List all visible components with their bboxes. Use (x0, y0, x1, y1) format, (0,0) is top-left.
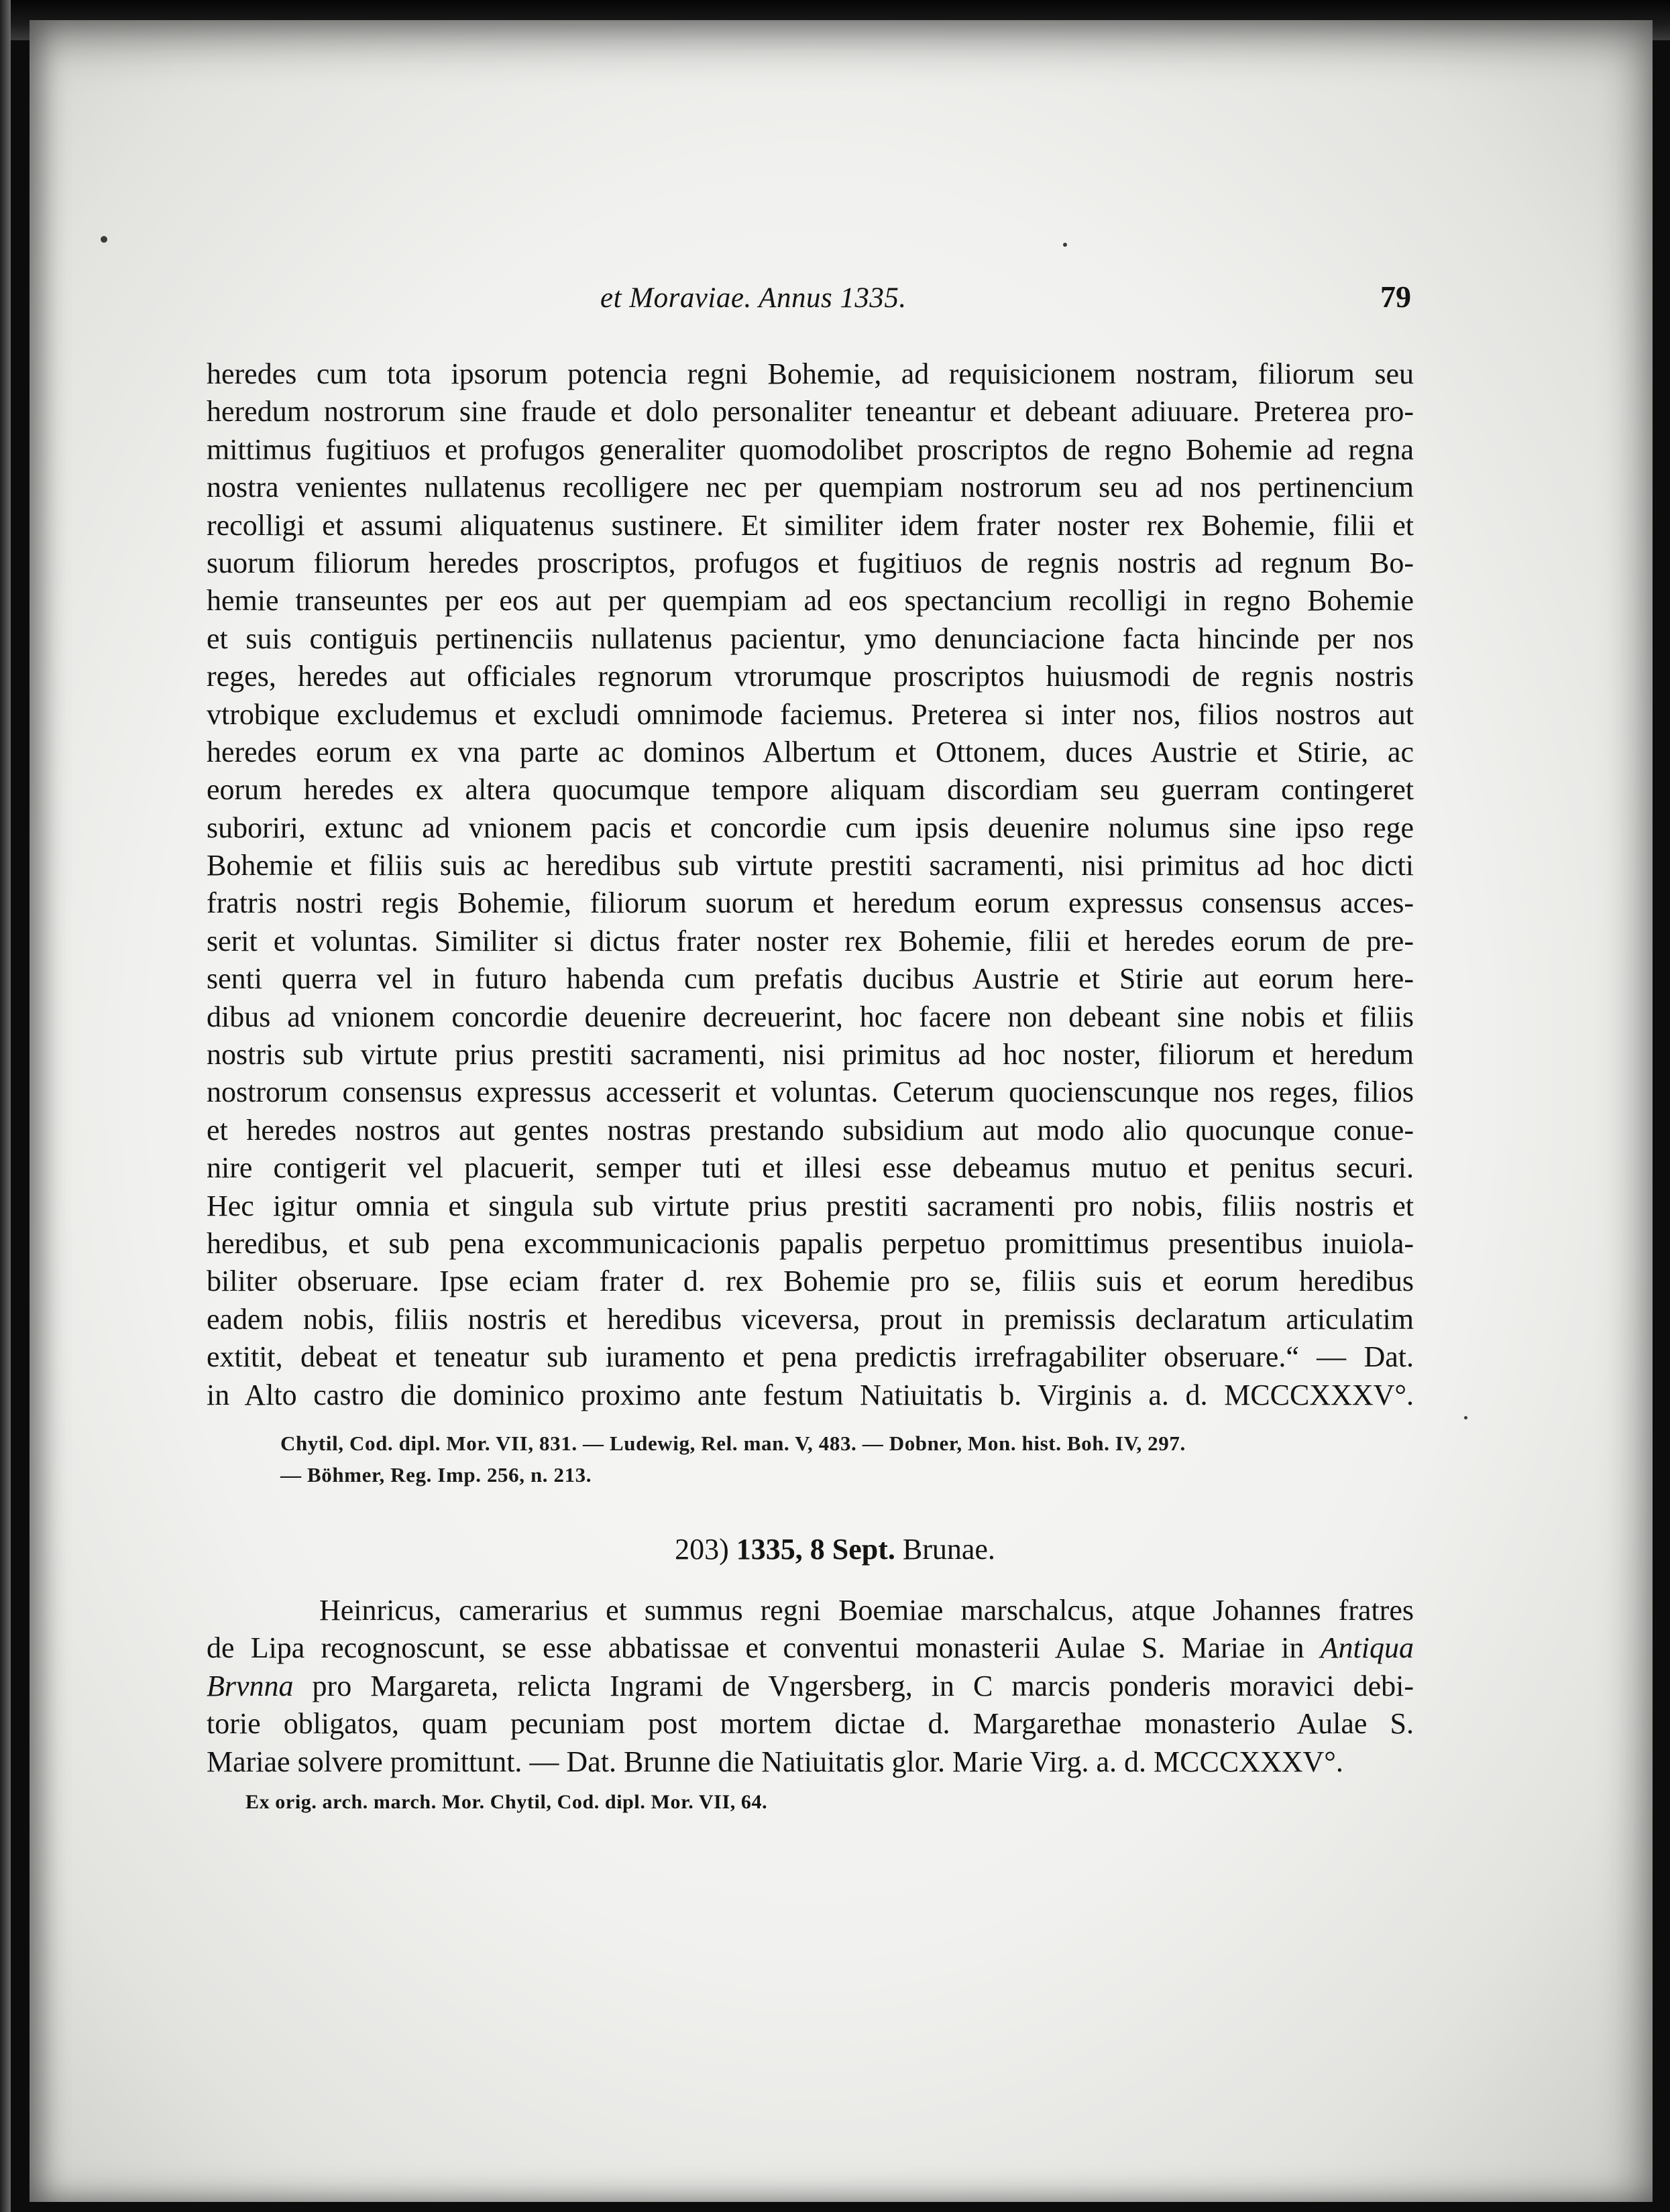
text-line: mittimus fugitiuos et profugos generaliter quomodolibet proscriptos de regno Bohemie ad regna (207, 432, 1414, 466)
text-line: serit et voluntas. Similiter si dictus frater noster rex Bohemie, filii et heredes eorum de pre- (207, 924, 1414, 957)
regest-italic-text: Brvnna (207, 1669, 294, 1702)
regest-line: Mariae solvere promittunt. — Dat. Brunne die Natiuitatis glor. Marie Virg. a. d. MCCCXXXV°. (207, 1745, 1343, 1778)
text-line: dibus ad vnionem concordie deuenire decreuerint, hoc facere non debeant sine nobis et filiis (207, 1000, 1414, 1033)
regest-block (207, 1592, 1414, 1781)
text-line: nostris sub virtute prius prestiti sacramenti, nisi primitus ad hoc noster, filiorum et heredum (207, 1038, 1414, 1071)
text-line: eorum heredes ex altera quocumque tempore aliquam discordiam seu guerram contingeret (207, 773, 1414, 807)
text-line: reges, heredes aut officiales regnorum vtrorumque proscriptos huiusmodi de regnis nostris (207, 660, 1414, 693)
text-line: nostrorum consensus expressus accesserit et voluntas. Ceterum quocienscunque nos reges, filios (207, 1075, 1414, 1109)
text-line: biliter obseruare. Ipse eciam frater d. rex Bohemie pro se, filiis suis et eorum heredibus (207, 1265, 1414, 1298)
text-line: hemie transeuntes per eos aut per quempiam ad eos spectancium recolligi in regno Bohemie (207, 584, 1414, 618)
regest-text: de Lipa recognoscunt, se esse abbatissae et conventui monasterii Aulae S. Mariae in (207, 1631, 1321, 1665)
text-line: nire contigerit vel placuerit, semper tuti et illesi esse debeamus mutuo et penitus securi. (207, 1151, 1414, 1185)
regest-source-note: Ex orig. arch. march. Mor. Chytil, Cod. dipl. Mor. VII, 64. (245, 1791, 768, 1813)
page-number: 79 (1380, 280, 1411, 314)
text-line: heredes cum tota ipsorum potencia regni Bohemie, ad requisicionem nostram, filiorum seu (207, 357, 1414, 390)
text-line: in Alto castro die dominico proximo ante festum Natiuitatis b. Virginis a. d. MCCCXXXV°. (207, 1378, 1414, 1411)
scan-border-left (0, 0, 11, 2212)
main-text-block (207, 355, 1414, 1414)
dust-speck (101, 236, 107, 243)
text-line: suboriri, extunc ad vnionem pacis et concordie cum ipsis deuenire nolumus sine ipso rege (207, 811, 1414, 844)
text-line: extitit, debeat et teneatur sub iuramento et pena predictis irrefragabiliter obseruare.“ — Dat. (207, 1340, 1414, 1374)
dust-speck (1464, 1416, 1467, 1419)
text-line: Bohemie et filiis suis ac heredibus sub virtute prestiti sacramenti, nisi primitus ad hoc dicti (207, 849, 1414, 882)
regest-italic-text: Antiqua (1320, 1631, 1414, 1665)
document-date: 1335, 8 Sept. (736, 1533, 895, 1566)
text-line: heredes eorum ex vna parte ac dominos Albertum et Ottonem, duces Austrie et Stirie, ac (207, 735, 1414, 768)
document-number: 203) (675, 1533, 729, 1566)
regest-line (207, 1668, 1414, 1705)
regest-line: torie obligatos, quam pecuniam post mortem dictae d. Margarethae monasterio Aulae S. (207, 1707, 1414, 1741)
dust-speck (1063, 243, 1067, 247)
source-note-line: — Böhmer, Reg. Imp. 256, n. 213. (280, 1463, 592, 1487)
regest-line: Heinricus, camerarius et summus regni Boemiae marschalcus, atque Johannes fratres (319, 1594, 1414, 1627)
text-line: senti querra vel in futuro habenda cum prefatis ducibus Austrie et Stirie aut eorum here- (207, 962, 1414, 996)
running-title: et Moraviae. Annus 1335. (600, 282, 907, 314)
text-line: nostra venientes nullatenus recolligere nec per quempiam nostrorum seu ad nos pertinencium (207, 471, 1414, 504)
text-line: fratris nostri regis Bohemie, filiorum suorum et heredum eorum expressus consensus acces- (207, 886, 1414, 920)
regest-line (207, 1629, 1414, 1667)
running-head (0, 282, 1670, 322)
text-line: et heredes nostros aut gentes nostras prestando subsidium aut modo alio quocunque conue- (207, 1113, 1414, 1147)
text-line: suorum filiorum heredes proscriptos, profugos et fugitiuos de regnis nostris ad regnum Bo- (207, 546, 1414, 579)
text-line: heredum nostrorum sine fraude et dolo personaliter teneantur et debeant adiuuare. Preterea pro- (207, 395, 1414, 428)
text-line: et suis contiguis pertinenciis nullatenus pacientur, ymo denunciacione facta hincinde per nos (207, 622, 1414, 655)
text-line: Hec igitur omnia et singula sub virtute prius prestiti sacramenti pro nobis, filiis nostris et (207, 1189, 1414, 1222)
text-line: eadem nobis, filiis nostris et heredibus viceversa, prout in premissis declaratum articulatim (207, 1302, 1414, 1336)
text-line: vtrobique excludemus et excludi omnimode faciemus. Preterea si inter nos, filios nostros aut (207, 697, 1414, 731)
text-line: heredibus, et sub pena excommunicacionis papalis perpetuo promittimus presentibus inuiola- (207, 1226, 1414, 1260)
document-heading (0, 1532, 1670, 1566)
source-note-line: Chytil, Cod. dipl. Mor. VII, 831. — Ludewig, Rel. man. V, 483. — Dobner, Mon. hist. Boh. IV, 297. (280, 1432, 1186, 1455)
regest-text: pro Margareta, relicta Ingrami de Vngersberg, in C marcis ponderis moravici debi- (293, 1669, 1414, 1702)
document-place: Brunae. (902, 1533, 995, 1566)
text-line: recolligi et assumi aliquatenus sustinere. Et similiter idem frater noster rex Bohemie, filii et (207, 508, 1414, 542)
